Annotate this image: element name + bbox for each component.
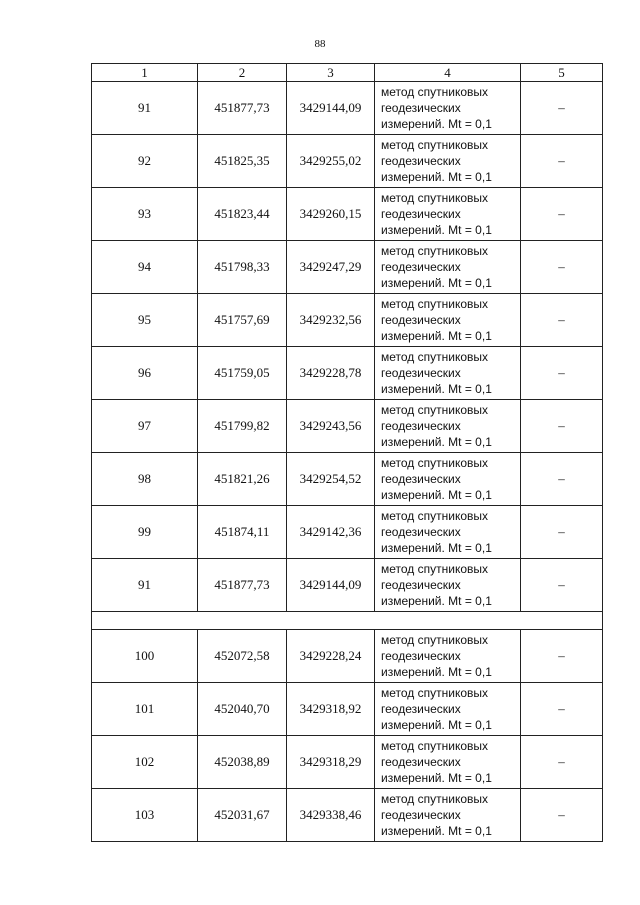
- point-number: 96: [92, 347, 198, 400]
- method-line: метод спутниковых: [381, 350, 489, 364]
- method-line: измерений. Mt = 0,1: [381, 594, 492, 608]
- coordinate-y: 3429228,78: [287, 347, 375, 400]
- point-number: 103: [92, 789, 198, 842]
- coordinate-y: 3429318,29: [287, 736, 375, 789]
- method-description: [375, 188, 521, 241]
- method-line: геодезических: [381, 649, 461, 663]
- method-line: геодезических: [381, 313, 461, 327]
- method-line: геодезических: [381, 755, 461, 769]
- method-line: измерений. Mt = 0,1: [381, 223, 492, 237]
- method-line: метод спутниковых: [381, 85, 489, 99]
- point-number: 98: [92, 453, 198, 506]
- method-description: [375, 135, 521, 188]
- table-row: [92, 789, 603, 842]
- method-description: [375, 82, 521, 135]
- dash-cell: –: [521, 453, 603, 506]
- method-line: измерений. Mt = 0,1: [381, 665, 492, 679]
- coordinate-y: 3429338,46: [287, 789, 375, 842]
- dash-cell: –: [521, 294, 603, 347]
- method-line: геодезических: [381, 154, 461, 168]
- method-description: [375, 294, 521, 347]
- dash-cell: –: [521, 506, 603, 559]
- coordinate-x: 451874,11: [198, 506, 287, 559]
- method-line: метод спутниковых: [381, 792, 489, 806]
- method-description: [375, 453, 521, 506]
- dash-cell: –: [521, 630, 603, 683]
- coordinate-y: 3429318,92: [287, 683, 375, 736]
- dash-cell: –: [521, 400, 603, 453]
- coordinate-y: 3429144,09: [287, 82, 375, 135]
- table-row: [92, 630, 603, 683]
- method-description: [375, 789, 521, 842]
- coordinate-x: 452040,70: [198, 683, 287, 736]
- method-line: измерений. Mt = 0,1: [381, 541, 492, 555]
- column-header: 4: [375, 64, 521, 82]
- point-number: 102: [92, 736, 198, 789]
- coordinate-x: 451799,82: [198, 400, 287, 453]
- table-row: [92, 347, 603, 400]
- point-number: 97: [92, 400, 198, 453]
- coordinate-x: 452031,67: [198, 789, 287, 842]
- column-header: 1: [92, 64, 198, 82]
- method-line: измерений. Mt = 0,1: [381, 276, 492, 290]
- coordinate-y: 3429228,24: [287, 630, 375, 683]
- dash-cell: –: [521, 347, 603, 400]
- coordinate-y: 3429247,29: [287, 241, 375, 294]
- method-line: геодезических: [381, 525, 461, 539]
- method-description: [375, 347, 521, 400]
- method-line: измерений. Mt = 0,1: [381, 170, 492, 184]
- table-row: [92, 683, 603, 736]
- coordinate-x: 451825,35: [198, 135, 287, 188]
- table-row: [92, 736, 603, 789]
- table-row: [92, 506, 603, 559]
- method-line: геодезических: [381, 419, 461, 433]
- method-line: измерений. Mt = 0,1: [381, 435, 492, 449]
- coordinate-x: 451821,26: [198, 453, 287, 506]
- method-line: измерений. Mt = 0,1: [381, 824, 492, 838]
- method-description: [375, 736, 521, 789]
- method-line: измерений. Mt = 0,1: [381, 117, 492, 131]
- table-row: [92, 559, 603, 612]
- table-row: [92, 135, 603, 188]
- method-line: измерений. Mt = 0,1: [381, 382, 492, 396]
- method-description: [375, 506, 521, 559]
- table-row: [92, 453, 603, 506]
- method-line: метод спутниковых: [381, 686, 489, 700]
- column-header: 5: [521, 64, 603, 82]
- method-line: геодезических: [381, 366, 461, 380]
- coordinate-y: 3429243,56: [287, 400, 375, 453]
- column-header: 2: [198, 64, 287, 82]
- table-row: [92, 188, 603, 241]
- method-line: геодезических: [381, 578, 461, 592]
- coordinate-y: 3429144,09: [287, 559, 375, 612]
- table-row: [92, 400, 603, 453]
- method-line: метод спутниковых: [381, 633, 489, 647]
- coordinate-x: 451757,69: [198, 294, 287, 347]
- table-row: [92, 294, 603, 347]
- method-line: геодезических: [381, 101, 461, 115]
- point-number: 93: [92, 188, 198, 241]
- method-line: метод спутниковых: [381, 509, 489, 523]
- table-row: [92, 241, 603, 294]
- coordinate-y: 3429254,52: [287, 453, 375, 506]
- method-line: метод спутниковых: [381, 138, 489, 152]
- coordinates-table: [91, 63, 603, 842]
- method-description: [375, 683, 521, 736]
- method-line: геодезических: [381, 472, 461, 486]
- coordinate-x: 451877,73: [198, 82, 287, 135]
- separator-cell: [92, 612, 603, 630]
- method-line: геодезических: [381, 260, 461, 274]
- point-number: 91: [92, 559, 198, 612]
- dash-cell: –: [521, 736, 603, 789]
- point-number: 92: [92, 135, 198, 188]
- method-line: метод спутниковых: [381, 191, 489, 205]
- method-description: [375, 630, 521, 683]
- point-number: 100: [92, 630, 198, 683]
- point-number: 95: [92, 294, 198, 347]
- column-header: 3: [287, 64, 375, 82]
- dash-cell: –: [521, 188, 603, 241]
- method-line: метод спутниковых: [381, 562, 489, 576]
- coordinate-x: 451798,33: [198, 241, 287, 294]
- page-number: 88: [314, 38, 326, 50]
- coordinate-x: 451877,73: [198, 559, 287, 612]
- method-line: измерений. Mt = 0,1: [381, 329, 492, 343]
- method-description: [375, 400, 521, 453]
- method-line: метод спутниковых: [381, 739, 489, 753]
- dash-cell: –: [521, 559, 603, 612]
- method-line: геодезических: [381, 207, 461, 221]
- table-header-row: [92, 64, 603, 82]
- method-line: метод спутниковых: [381, 297, 489, 311]
- method-line: измерений. Mt = 0,1: [381, 718, 492, 732]
- method-line: измерений. Mt = 0,1: [381, 488, 492, 502]
- coordinate-x: 451759,05: [198, 347, 287, 400]
- coordinate-y: 3429260,15: [287, 188, 375, 241]
- coordinate-y: 3429142,36: [287, 506, 375, 559]
- dash-cell: –: [521, 241, 603, 294]
- dash-cell: –: [521, 789, 603, 842]
- coordinate-y: 3429255,02: [287, 135, 375, 188]
- method-description: [375, 241, 521, 294]
- point-number: 91: [92, 82, 198, 135]
- table-row: [92, 82, 603, 135]
- point-number: 101: [92, 683, 198, 736]
- method-line: метод спутниковых: [381, 244, 489, 258]
- table-body: [92, 82, 603, 842]
- coordinate-x: 451823,44: [198, 188, 287, 241]
- method-line: геодезических: [381, 808, 461, 822]
- method-description: [375, 559, 521, 612]
- point-number: 99: [92, 506, 198, 559]
- separator-row: [92, 612, 603, 630]
- method-line: метод спутниковых: [381, 403, 489, 417]
- coordinate-y: 3429232,56: [287, 294, 375, 347]
- dash-cell: –: [521, 683, 603, 736]
- method-line: метод спутниковых: [381, 456, 489, 470]
- coordinate-x: 452072,58: [198, 630, 287, 683]
- point-number: 94: [92, 241, 198, 294]
- dash-cell: –: [521, 82, 603, 135]
- method-line: измерений. Mt = 0,1: [381, 771, 492, 785]
- dash-cell: –: [521, 135, 603, 188]
- method-line: геодезических: [381, 702, 461, 716]
- coordinate-x: 452038,89: [198, 736, 287, 789]
